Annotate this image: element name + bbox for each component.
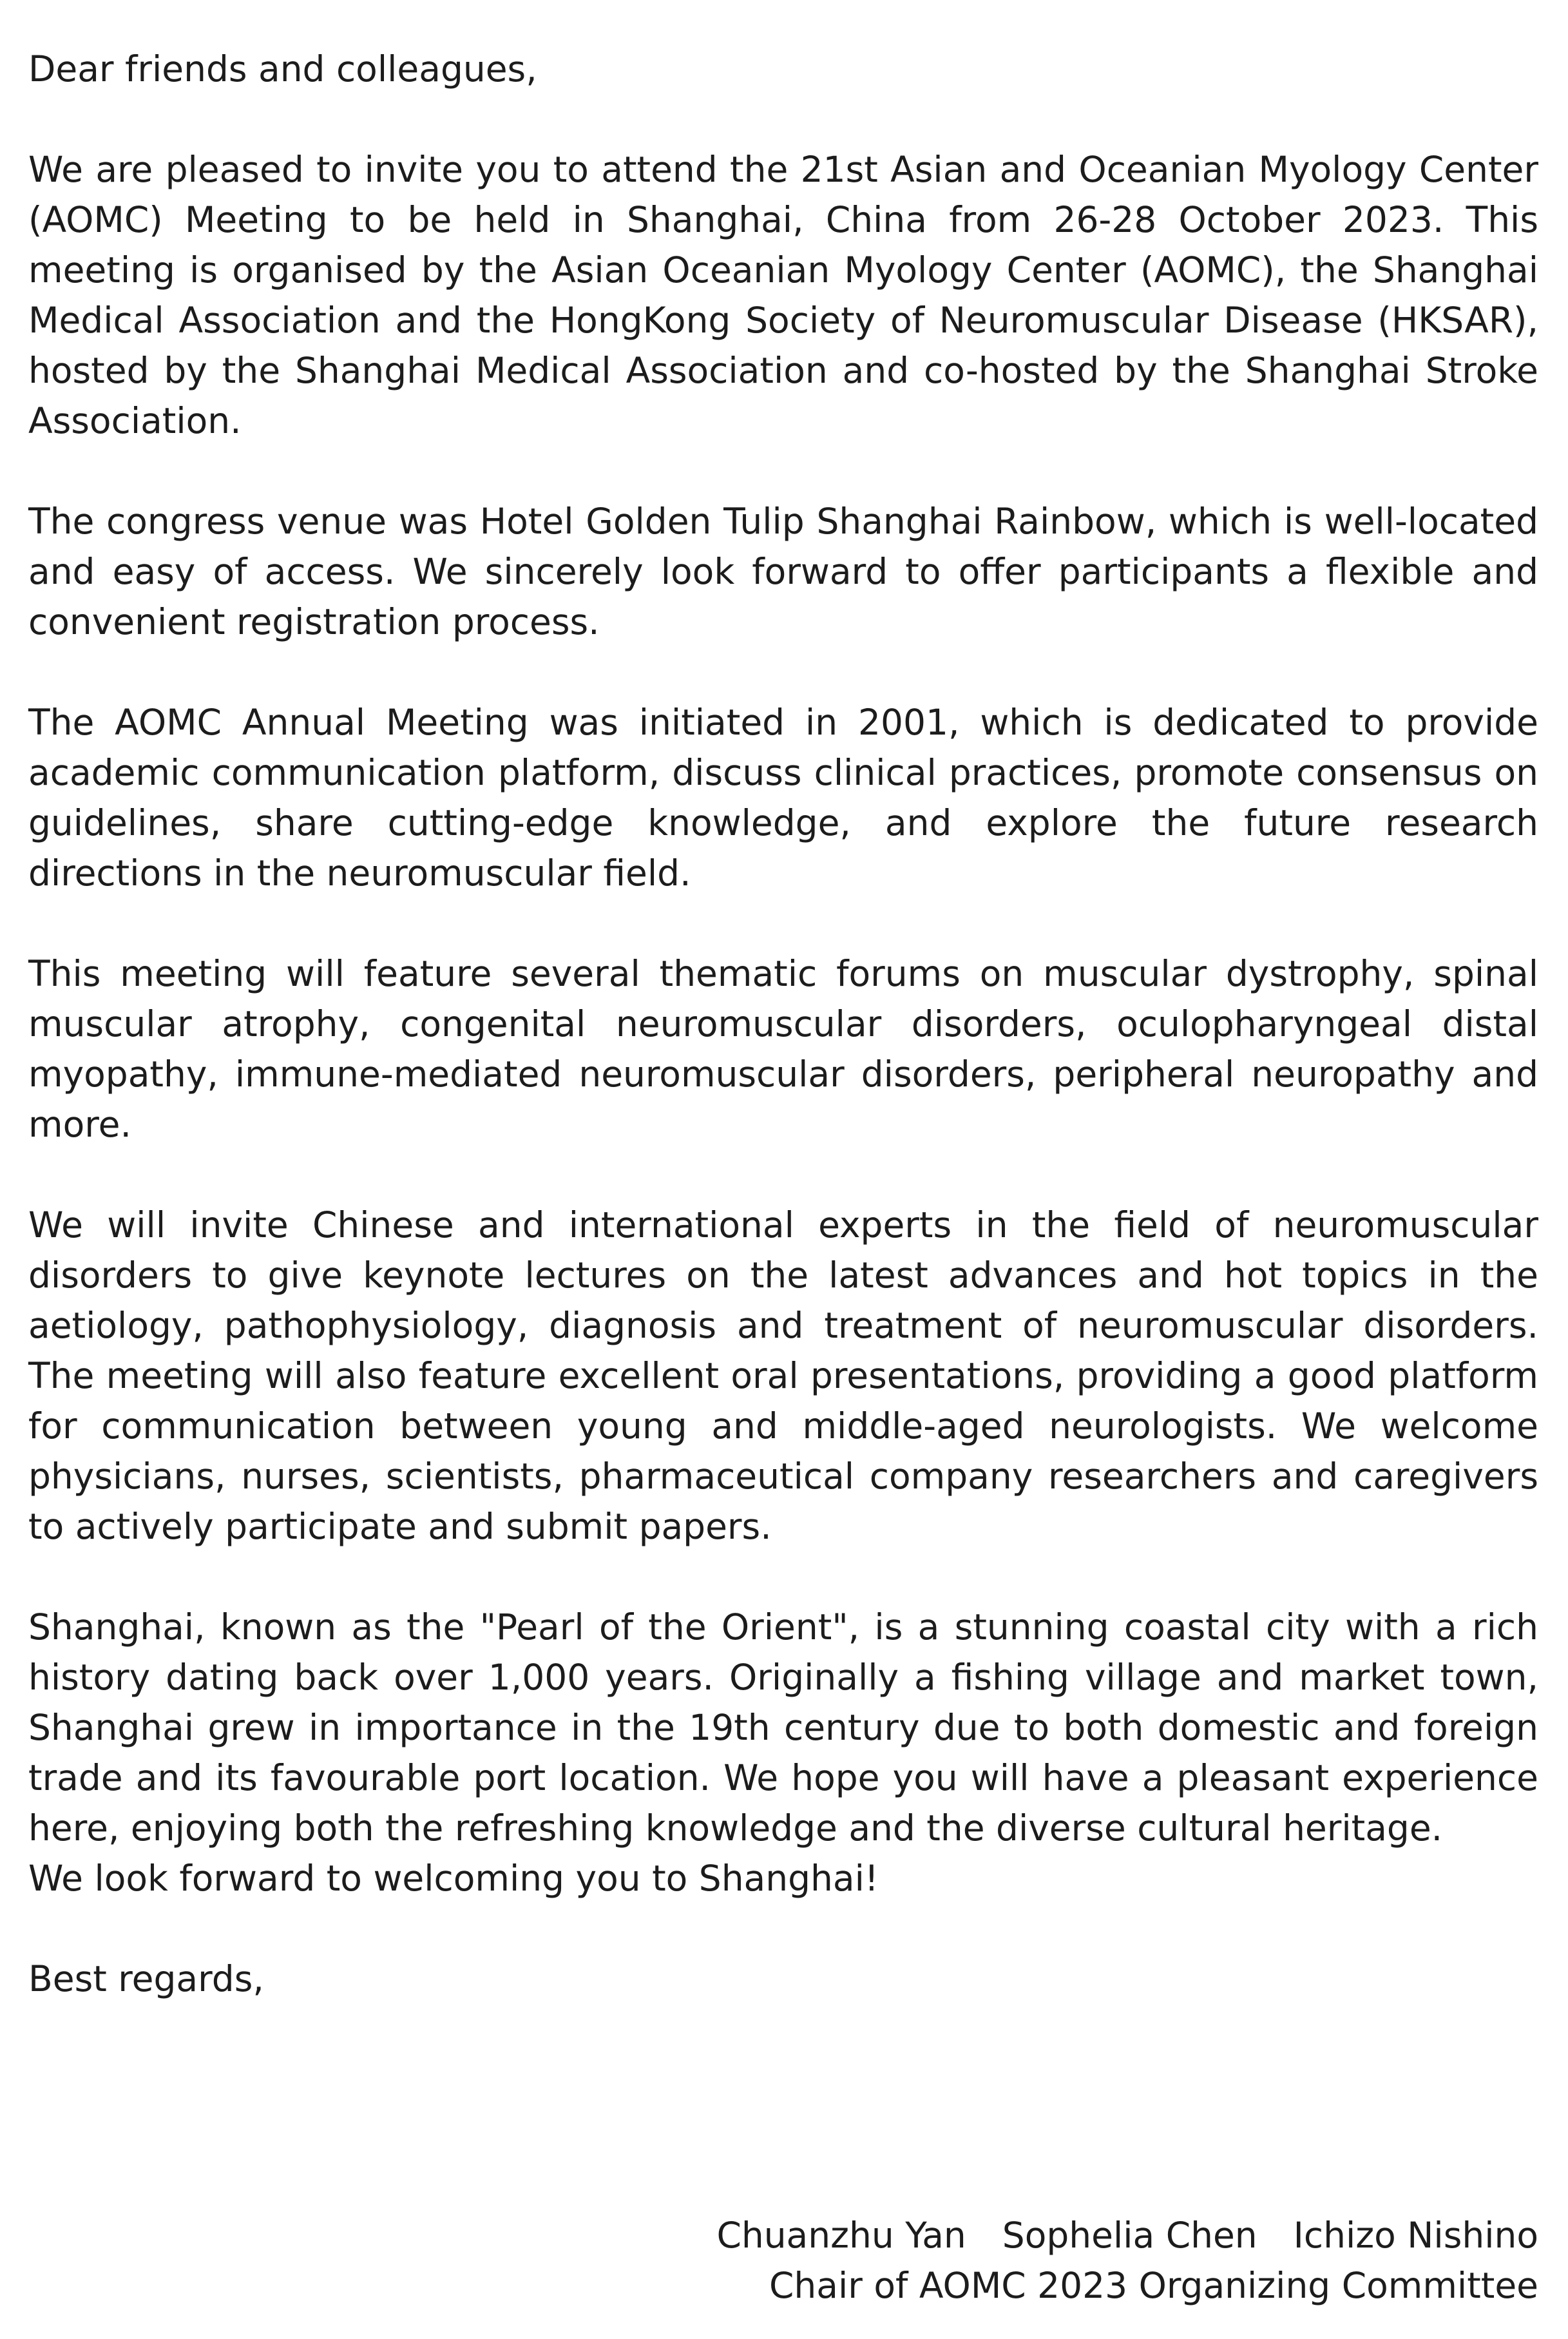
signatory-name: Chuanzhu Yan (716, 2215, 966, 2256)
signatory-name: Sophelia Chen (1002, 2215, 1257, 2256)
closing-line: We look forward to welcoming you to Shanghai! (28, 1858, 879, 1899)
paragraph-forums: This meeting will feature several thematic forums on muscular dystrophy, spinal muscular atrophy, congenital neuromuscular disorders, oculopharyngeal distal myopathy, immune-mediated neuromuscular disorders, peripheral neuropathy and more. (28, 953, 1538, 1145)
signatory-names (716, 2210, 1538, 2260)
signature-block (716, 2210, 1538, 2311)
paragraph-invitation: We are pleased to invite you to attend the 21st Asian and Oceanian Myology Center (AOMC) Meeting to be held in Shanghai, China from 26-28 October 2023. This meeting is organised by the Asian Oceanian Myology Center (AOMC), the Shanghai Medical Association and the HongKong Society of Neuromuscular Disease (HKSAR), hosted by the Shanghai Medical Association and co-hosted by the Shanghai Stroke Association. (28, 149, 1538, 441)
paragraph-venue: The congress venue was Hotel Golden Tulip Shanghai Rainbow, which is well-located and easy of access. We sincerely look forward to offer participants a flexible and convenient registration process. (28, 501, 1538, 642)
salutation: Dear friends and colleagues, (28, 48, 537, 90)
paragraph-history: The AOMC Annual Meeting was initiated in 2001, which is dedicated to provide academic communication platform, discuss clinical practices, promote consensus on guidelines, share cutting-edge knowledge, and explore the future research directions in the neuromuscular field. (28, 702, 1538, 894)
signatory-name: Ichizo Nishino (1293, 2215, 1538, 2256)
committee-title: Chair of AOMC 2023 Organizing Committee (769, 2265, 1538, 2306)
paragraph-shanghai: Shanghai, known as the "Pearl of the Orient", is a stunning coastal city with a rich history dating back over 1,000 years. Originally a fishing village and market town, Shanghai grew in importance in the 19th century due to both domestic and foreign trade and its favourable port location. We hope you will have a pleasant experience here, enjoying both the refreshing knowledge and the diverse cultural heritage. (28, 1606, 1538, 1849)
regards: Best regards, (28, 1958, 264, 1999)
paragraph-experts: We will invite Chinese and international experts in the field of neuromuscular disorders to give keynote lectures on the latest advances and hot topics in the aetiology, pathophysiology, diagnosis and treatment of neuromuscular disorders. The meeting will also feature excellent oral presentations, providing a good platform for communication between young and middle-aged neurologists. We welcome physicians, nurses, scientists, pharmaceutical company researchers and caregivers to actively participate and submit papers. (28, 1204, 1538, 1547)
